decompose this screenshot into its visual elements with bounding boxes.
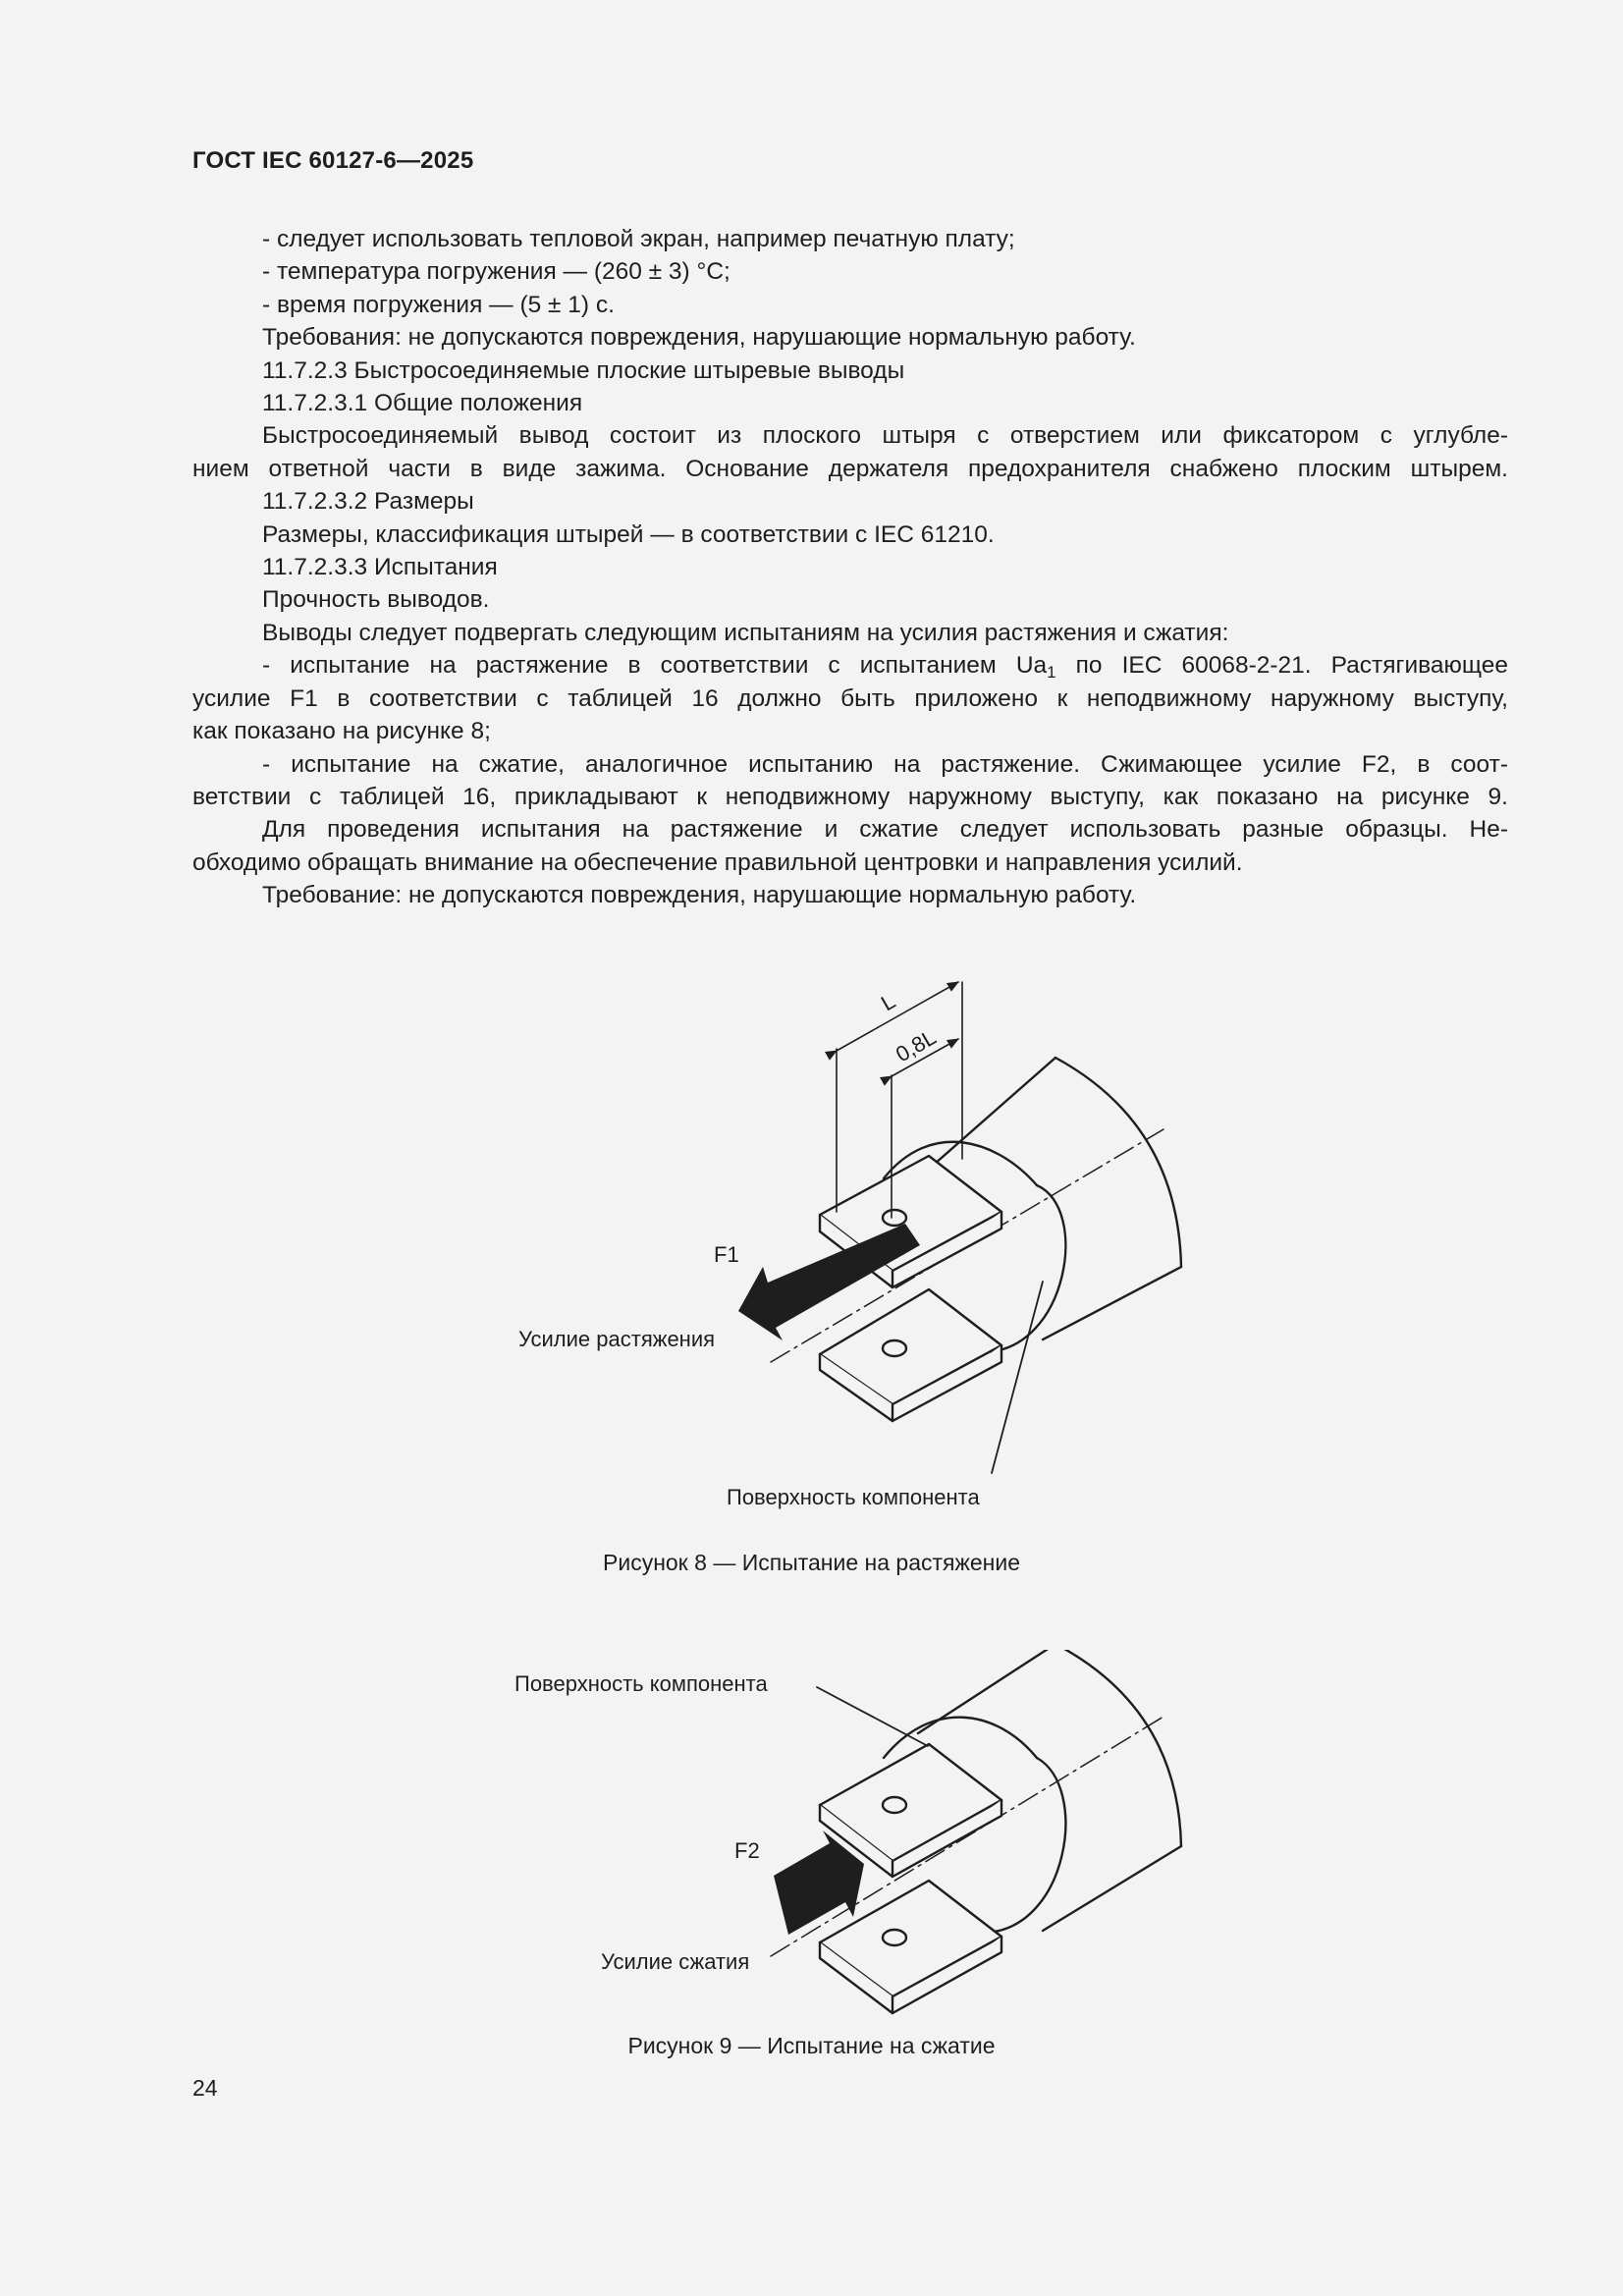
section-heading: 11.7.2.3.3 Испытания: [262, 554, 498, 581]
figure-8-tension-test: [0, 953, 1623, 1542]
page-number: 24: [192, 2075, 218, 2101]
list-item: - температура погружения — (260 ± 3) °С;: [262, 258, 730, 286]
surface-leader-line: [992, 1282, 1043, 1473]
list-item: - время погружения — (5 ± 1) с.: [262, 291, 615, 318]
surface-label: Поверхность компонента: [514, 1671, 768, 1696]
surface-leader-line: [817, 1687, 928, 1746]
force-label-f2: F2: [734, 1838, 760, 1863]
paragraph: Требования: не допускаются повреждения, нарушающие нормальную работу.: [262, 324, 1136, 352]
section-heading: 11.7.2.3 Быстросоединяемые плоские штыревые выводы: [262, 356, 905, 384]
list-item: - следует использовать тепловой экран, например печатную плату;: [262, 226, 1015, 252]
list-item: - испытание на сжатие, аналогичное испытанию на растяжение. Сжимающее усилие F2, в соот-: [262, 750, 1508, 778]
paragraph: Для проведения испытания на растяжение и сжатие следует использовать разные образцы. Не-: [262, 816, 1508, 844]
figure-9-compression-test: [0, 1650, 1623, 2043]
section-heading: 11.7.2.3.2 Размеры: [262, 488, 474, 516]
paragraph: Прочность выводов.: [262, 586, 490, 614]
paragraph: Размеры, классификация штырей — в соответствии с IEC 61210.: [262, 520, 995, 548]
dim-label-l: L: [877, 988, 900, 1016]
dim-label-08l: 0,8L: [892, 1024, 941, 1067]
paragraph: Быстросоединяемый вывод состоит из плоского штыря с отверстием или фиксатором с углубле-: [262, 422, 1508, 450]
list-item: как показано на рисунке 8;: [192, 718, 491, 745]
section-heading: 11.7.2.3.1 Общие положения: [262, 390, 583, 417]
figure-8-caption: Рисунок 8 — Испытание на растяжение: [603, 1550, 1020, 1575]
lower-terminal: [820, 1289, 1001, 1421]
force-label-f1: F1: [714, 1242, 739, 1267]
figure-9-caption: Рисунок 9 — Испытание на сжатие: [627, 2033, 996, 2058]
compression-arrow-icon: [774, 1831, 864, 1935]
list-item: усилие F1 в соответствии с таблицей 16 должно быть приложено к неподвижному наружному выступу,: [192, 684, 1508, 712]
surface-label: Поверхность компонента: [727, 1485, 980, 1509]
paragraph: обходимо обращать внимание на обеспечение правильной центровки и направления усилий.: [192, 848, 1243, 876]
list-item-text: по IEC 60068-2-21. Растягивающее: [1055, 652, 1509, 680]
subscript: 1: [1047, 663, 1056, 683]
paragraph: нием ответной части в виде зажима. Основание держателя предохранителя снабжено плоским штырем.: [192, 455, 1508, 482]
body-text: [192, 223, 1508, 912]
list-item: ветствии с таблицей 16, прикладывают к неподвижному наружному выступу, как показано на рисунке 9.: [192, 783, 1508, 810]
paragraph: Требование: не допускаются повреждения, нарушающие нормальную работу.: [262, 882, 1137, 909]
list-item-text: - испытание на растяжение в соответствии с испытанием Ua: [262, 652, 1048, 680]
tension-force-label: Усилие растяжения: [518, 1327, 716, 1351]
paragraph: Выводы следует подвергать следующим испытаниям на усилия растяжения и сжатия:: [262, 619, 1229, 646]
compression-force-label: Усилие сжатия: [601, 1949, 750, 1974]
document-header: ГОСТ IEC 60127-6—2025: [192, 147, 474, 174]
list-item: [192, 649, 1508, 682]
